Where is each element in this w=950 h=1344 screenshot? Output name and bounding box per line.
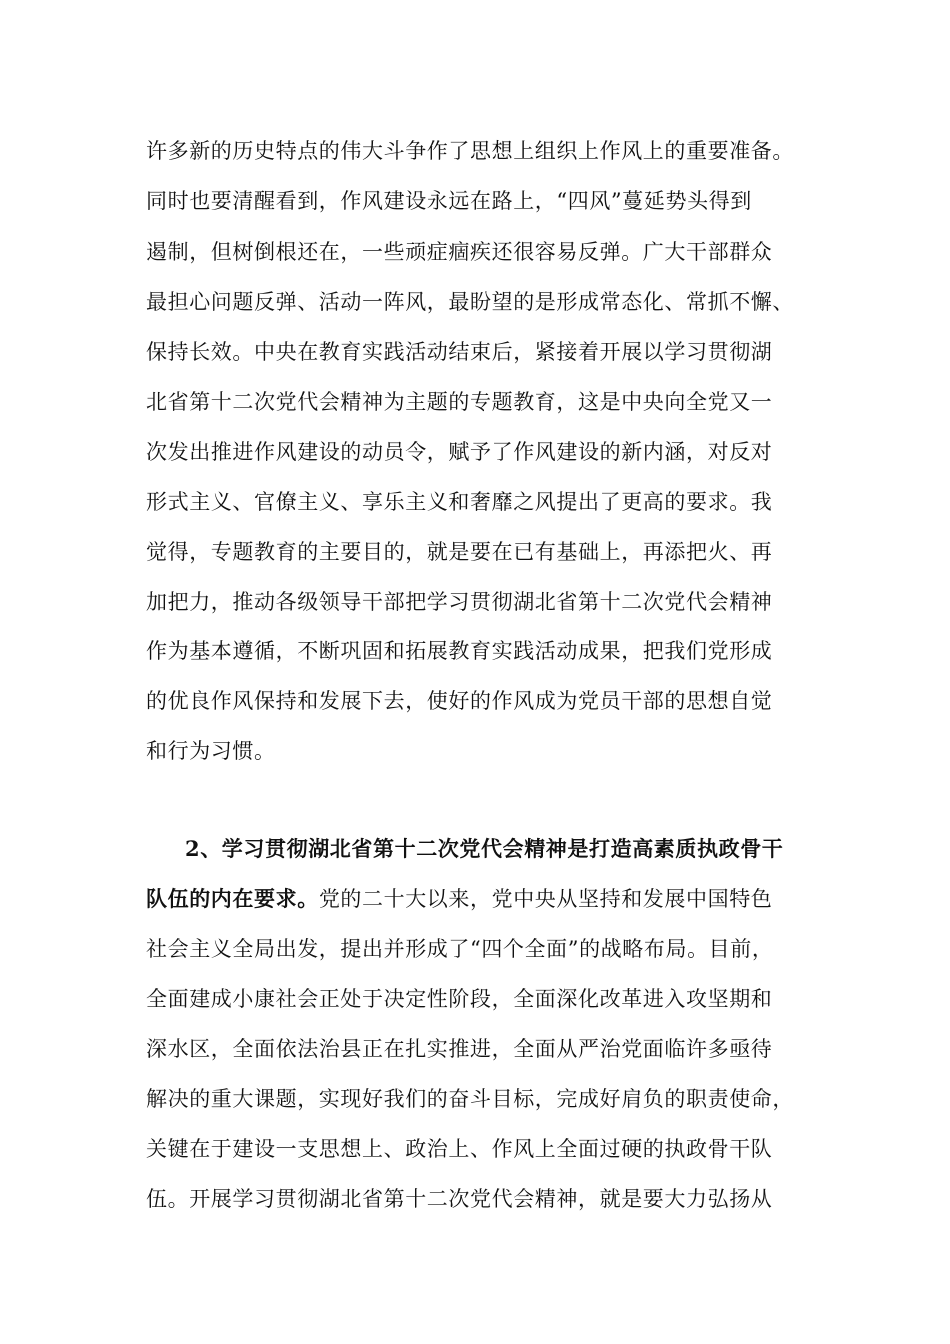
paragraph-line: 北省第十二次党代会精神为主题的专题教育，这是中央向全党又一 (146, 390, 773, 414)
paragraph-line: 加把力，推动各级领导干部把学习贯彻湖北省第十二次党代会精神 (146, 590, 773, 614)
paragraph-line: 的优良作风保持和发展下去，使好的作风成为党员干部的思想自觉 (146, 689, 773, 713)
paragraph-line: 关键在于建设一支思想上、政治上、作风上全面过硬的执政骨干队 (146, 1137, 773, 1161)
paragraph-line: 最担心问题反弹、活动一阵风，最盼望的是形成常态化、常抓不懈、 (146, 290, 794, 314)
paragraph-line: 和行为习惯。 (146, 739, 276, 763)
paragraph-line: 作为基本遵循，不断巩固和拓展教育实践活动成果，把我们党形成 (146, 639, 773, 663)
paragraph-line: 解决的重大课题，实现好我们的奋斗目标，完成好肩负的职责使命， (146, 1087, 794, 1111)
paragraph-line: 许多新的历史特点的伟大斗争作了思想上组织上作风上的重要准备。 (146, 139, 794, 163)
paragraph-line: 社会主义全局出发，提出并形成了“四个全面”的战略布局。目前， (146, 937, 774, 961)
paragraph-line: 伍。开展学习贯彻湖北省第十二次党代会精神，就是要大力弘扬从 (146, 1187, 773, 1211)
paragraph-line: 遏制，但树倒根还在，一些顽症痼疾还很容易反弹。广大干部群众 (146, 240, 773, 264)
paragraph-line: 全面建成小康社会正处于决定性阶段，全面深化改革进入攻坚期和 (146, 987, 773, 1011)
paragraph-line: 次发出推进作风建设的动员令，赋予了作风建设的新内涵，对反对 (146, 440, 773, 464)
paragraph-line: 同时也要清醒看到，作风建设永远在路上，“四风”蔓延势头得到 (146, 189, 752, 213)
paragraph-line: 深水区，全面依法治县正在扎实推进，全面从严治党面临许多亟待 (146, 1037, 773, 1061)
paragraph-line (146, 885, 836, 913)
paragraph-line: 形式主义、官僚主义、享乐主义和奢靡之风提出了更高的要求。我 (146, 490, 773, 514)
paragraph-text: 党的二十大以来，党中央从坚持和发展中国特色 (318, 887, 773, 911)
section-heading: 2、学习贯彻湖北省第十二次党代会精神是打造高素质执政骨干 (185, 836, 784, 861)
paragraph-line: 觉得，专题教育的主要目的，就是要在已有基础上，再添把火、再 (146, 540, 773, 564)
paragraph-line: 保持长效。中央在教育实践活动结束后，紧接着开展以学习贯彻湖 (146, 340, 773, 364)
section-heading-continuation: 队伍的内在要求。 (146, 886, 319, 911)
